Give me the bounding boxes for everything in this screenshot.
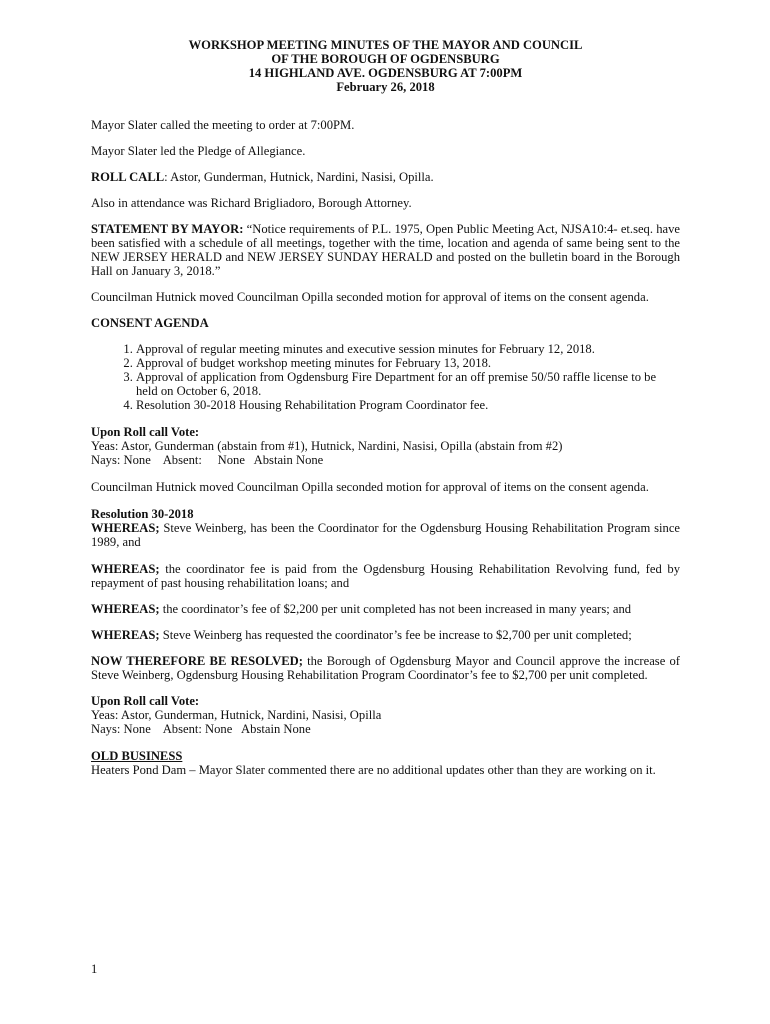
list-item: 2. Approval of budget workshop meeting minutes for February 13, 2018. (136, 356, 680, 370)
header-date: February 26, 2018 (336, 80, 435, 94)
list-item: 1. Approval of regular meeting minutes and executive session minutes for February 12, 2018. (136, 342, 680, 356)
whereas-text: Steve Weinberg has requested the coordinator’s fee be increase to $2,700 per unit completed; (159, 628, 632, 642)
roll-call-label: ROLL CALL (91, 170, 165, 184)
whereas-text: the coordinator’s fee of $2,200 per unit completed has not been increased in many years; and (159, 602, 632, 616)
consent-agenda-list (91, 342, 680, 412)
whereas-text: the coordinator fee is paid from the Ogdensburg Housing Rehabilitation Revolving fund, fed by repayment of past housing rehabilitation loans; and (91, 562, 680, 590)
list-item: 4. Resolution 30-2018 Housing Rehabilitation Program Coordinator fee. (136, 398, 680, 412)
whereas-label: WHEREAS; (91, 521, 160, 535)
attendance: Also in attendance was Richard Brigliadoro, Borough Attorney. (91, 196, 412, 210)
roll-call-vote-2 (91, 694, 680, 736)
header-title-line2: OF THE BOROUGH OF OGDENSBURG (271, 52, 500, 66)
mayor-statement (91, 222, 680, 278)
resolution-whereas-1 (91, 507, 680, 549)
page-number: 1 (91, 962, 98, 976)
vote-yeas: Yeas: Astor, Gunderman, Hutnick, Nardini, Nasisi, Opilla (91, 708, 382, 722)
whereas-label: WHEREAS; (91, 562, 160, 576)
roll-call-members: : Astor, Gunderman, Hutnick, Nardini, Nasisi, Opilla. (164, 170, 434, 184)
resolution-resolved (91, 654, 680, 682)
resolution-title: Resolution 30-2018 (91, 507, 194, 521)
whereas-text: Steve Weinberg, has been the Coordinator for the Ogdensburg Housing Rehabilitation Program since 1989, and (91, 521, 680, 549)
old-business-section (91, 749, 680, 777)
pledge: Mayor Slater led the Pledge of Allegiance. (91, 144, 306, 158)
motion-resolution: Councilman Hutnick moved Councilman Opilla seconded motion for approval of items on the consent agenda. (91, 480, 649, 494)
old-business-text: Heaters Pond Dam – Mayor Slater commented there are no additional updates other than they are working on it. (91, 763, 656, 777)
list-item: 3. Approval of application from Ogdensburg Fire Department for an off premise 50/50 raffle license to be held on October 6, 2018. (136, 370, 680, 398)
statement-label: STATEMENT BY MAYOR: (91, 222, 244, 236)
resolved-label: NOW THEREFORE BE RESOLVED; (91, 654, 303, 668)
resolution-whereas-4 (91, 628, 680, 642)
vote-yeas: Yeas: Astor, Gunderman (abstain from #1), Hutnick, Nardini, Nasisi, Opilla (abstain from #2) (91, 439, 563, 453)
roll-call-vote-1 (91, 425, 680, 467)
document-header (91, 38, 680, 94)
vote-nays: Nays: None Absent: None Abstain None (91, 453, 324, 467)
roll-call (91, 170, 680, 184)
vote-title: Upon Roll call Vote: (91, 425, 200, 439)
resolution-whereas-3 (91, 602, 680, 616)
header-address: 14 HIGHLAND AVE. OGDENSBURG AT 7:00PM (248, 66, 523, 80)
header-title-line1: WORKSHOP MEETING MINUTES OF THE MAYOR AND COUNCIL (188, 38, 583, 52)
whereas-label: WHEREAS; (91, 602, 160, 616)
whereas-label: WHEREAS; (91, 628, 160, 642)
motion-consent-agenda: Councilman Hutnick moved Councilman Opilla seconded motion for approval of items on the consent agenda. (91, 290, 649, 304)
statement-text: “Notice requirements of P.L. 1975, Open Public Meeting Act, NJSA10:4- et.seq. have been satisfied with a schedule of all meetings, together with the time, location and agenda of same being sent to the NEW JERSEY HERALD and NEW JERSEY SUNDAY HERALD and posted on the bulletin board in the Borough Hall on January 3, 2018.” (91, 222, 680, 278)
old-business-title: OLD BUSINESS (91, 749, 183, 763)
resolved-text: the Borough of Ogdensburg Mayor and Council approve the increase of Steve Weinberg, Ogdensburg Housing Rehabilitation Program Coordinator’s fee to $2,700 per unit completed. (91, 654, 680, 682)
consent-agenda-title: CONSENT AGENDA (91, 316, 209, 330)
call-to-order: Mayor Slater called the meeting to order at 7:00PM. (91, 118, 355, 132)
resolution-whereas-2 (91, 562, 680, 590)
vote-title: Upon Roll call Vote: (91, 694, 200, 708)
vote-nays: Nays: None Absent: None Abstain None (91, 722, 311, 736)
